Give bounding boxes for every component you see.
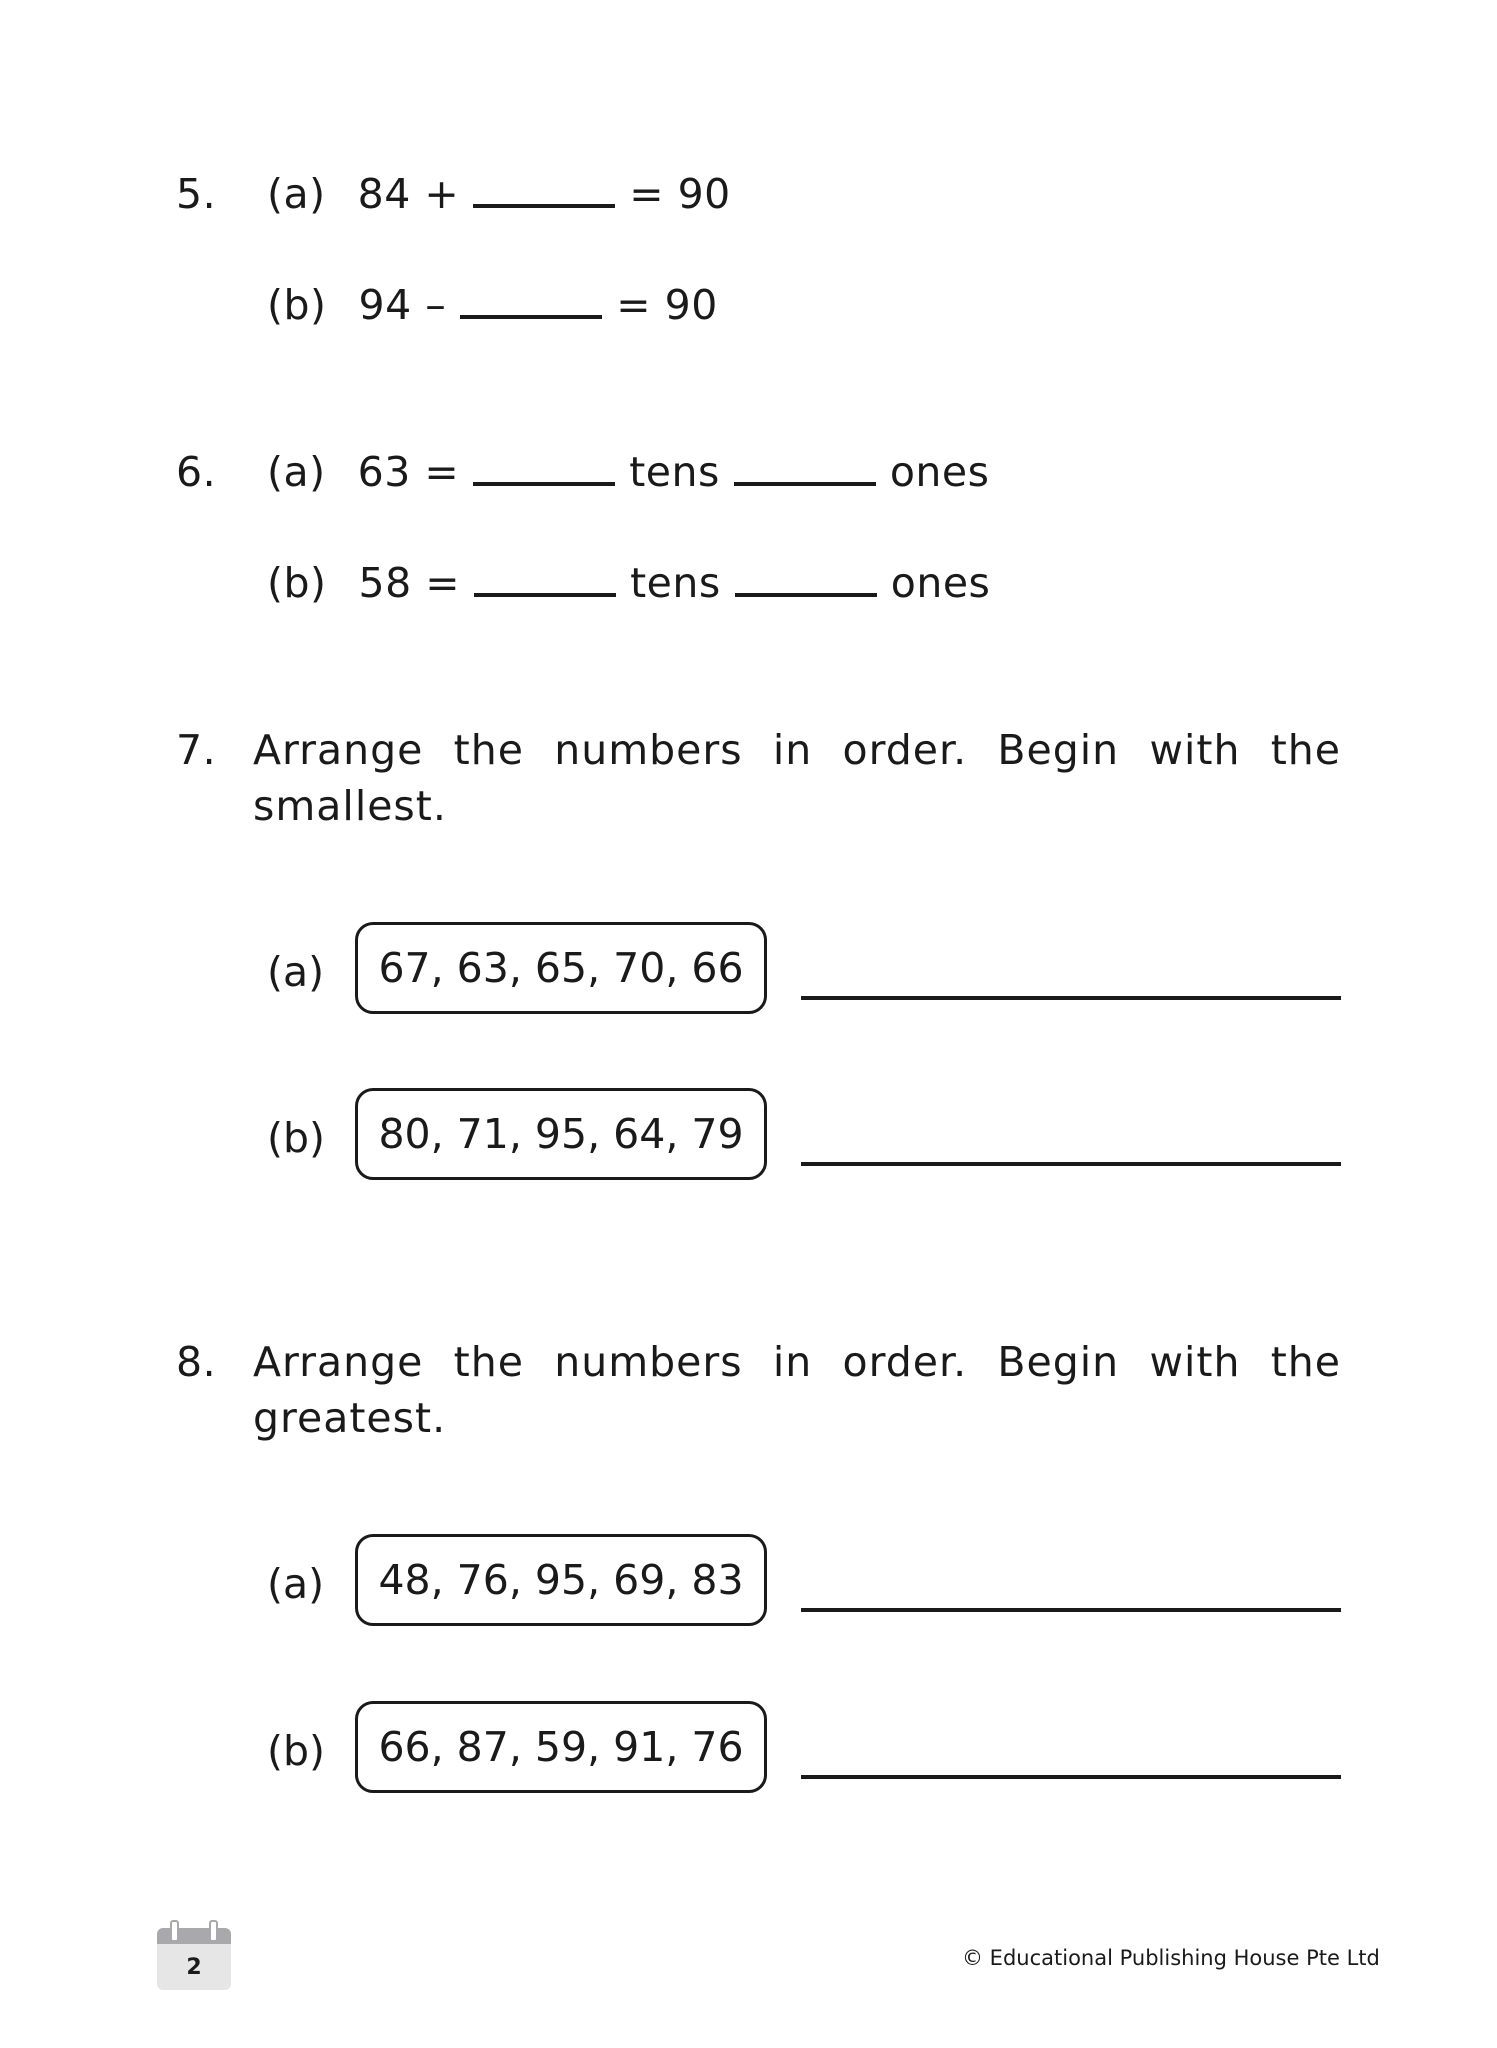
answer-blank[interactable] bbox=[460, 315, 602, 319]
answer-line[interactable] bbox=[801, 1162, 1341, 1166]
question-7-instruction bbox=[253, 722, 1341, 834]
question-6a bbox=[267, 448, 990, 496]
tens-blank[interactable] bbox=[473, 482, 615, 486]
tens-label: tens bbox=[629, 448, 720, 496]
question-7-number: 7. bbox=[176, 726, 217, 774]
answer-blank[interactable] bbox=[473, 204, 615, 208]
calendar-header bbox=[157, 1928, 231, 1944]
question-6-number: 6. bbox=[176, 448, 217, 496]
question-8-number: 8. bbox=[176, 1338, 217, 1386]
question-6b bbox=[267, 559, 991, 607]
question-7a-label: (a) bbox=[267, 948, 325, 996]
equation-right: = 90 bbox=[616, 281, 718, 329]
copyright-notice: © Educational Publishing House Pte Ltd bbox=[962, 1946, 1380, 1970]
number-set-box: 67, 63, 65, 70, 66 bbox=[355, 922, 767, 1014]
instruction-line-1: Arrange the numbers in order. Begin with the bbox=[253, 726, 1341, 774]
ones-label: ones bbox=[890, 559, 991, 607]
ones-label: ones bbox=[889, 448, 990, 496]
answer-line[interactable] bbox=[801, 1608, 1341, 1612]
answer-line[interactable] bbox=[801, 1775, 1341, 1779]
question-7b-label: (b) bbox=[267, 1114, 326, 1162]
calendar-icon bbox=[157, 1920, 231, 1988]
tens-label: tens bbox=[630, 559, 721, 607]
subquestion-label: (b) bbox=[267, 559, 327, 607]
equation-right: = 90 bbox=[629, 170, 731, 218]
calendar-ring bbox=[209, 1920, 218, 1942]
question-5b bbox=[267, 281, 718, 329]
instruction-line-2: greatest. bbox=[253, 1394, 447, 1442]
number-set-box: 66, 87, 59, 91, 76 bbox=[355, 1701, 767, 1793]
question-5a bbox=[267, 170, 731, 218]
number-set-box: 48, 76, 95, 69, 83 bbox=[355, 1534, 767, 1626]
ones-blank[interactable] bbox=[734, 482, 876, 486]
question-5-number: 5. bbox=[176, 170, 217, 218]
subquestion-label: (b) bbox=[267, 281, 327, 329]
question-8-instruction bbox=[253, 1334, 1341, 1446]
tens-blank[interactable] bbox=[474, 593, 616, 597]
instruction-line-1: Arrange the numbers in order. Begin with the bbox=[253, 1338, 1341, 1386]
equation-left: 63 = bbox=[357, 448, 460, 496]
ones-blank[interactable] bbox=[735, 593, 877, 597]
equation-left: 84 + bbox=[357, 170, 460, 218]
answer-line[interactable] bbox=[801, 996, 1341, 1000]
instruction-line-2: smallest. bbox=[253, 782, 447, 830]
question-8b-label: (b) bbox=[267, 1727, 326, 1775]
calendar-ring bbox=[170, 1920, 179, 1942]
page-number: 2 bbox=[157, 1944, 231, 1990]
equation-left: 94 – bbox=[358, 281, 447, 329]
number-set-box: 80, 71, 95, 64, 79 bbox=[355, 1088, 767, 1180]
equation-left: 58 = bbox=[358, 559, 461, 607]
subquestion-label: (a) bbox=[267, 170, 326, 218]
subquestion-label: (a) bbox=[267, 448, 326, 496]
question-8a-label: (a) bbox=[267, 1560, 325, 1608]
